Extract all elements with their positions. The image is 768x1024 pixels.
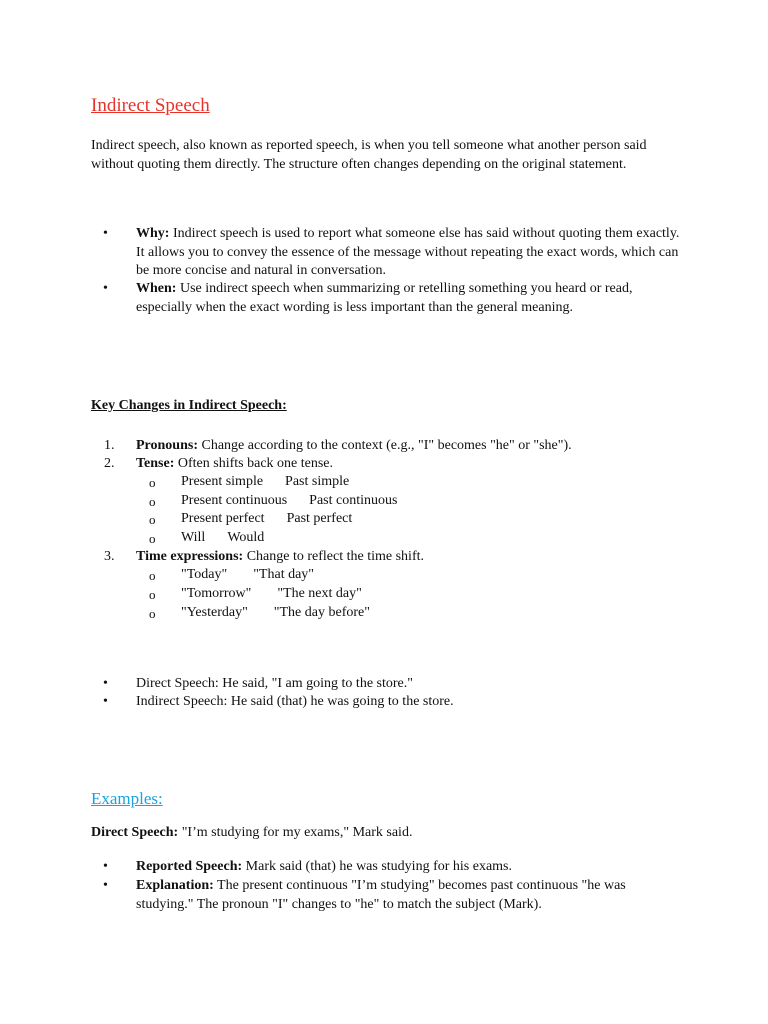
tense-pair	[181, 473, 349, 492]
time-pair	[181, 585, 362, 604]
time-from: "Yesterday"	[181, 605, 248, 620]
list-number: 3.	[104, 549, 115, 564]
bullet-glyph: •	[103, 859, 108, 874]
tense-from: Present continuous	[181, 493, 288, 508]
tense-to: Past perfect	[286, 511, 353, 526]
tense-pair	[181, 510, 352, 529]
reported-label: Reported Speech:	[136, 859, 243, 874]
tense-from: Present simple	[181, 474, 264, 489]
when-text: Use indirect speech when summarizing or retelling something you heard or read, especially when the exact wording is less important than the general meaning.	[136, 281, 633, 315]
explanation-text: The present continuous "I’m studying" becomes past continuous "he was studying." The pronoun "I" changes to "he" to match the subject (Mark).	[136, 878, 626, 912]
time-pair	[181, 566, 314, 585]
tense-to: Would	[227, 530, 265, 545]
list-item-tense	[136, 455, 333, 474]
sub-bullet-glyph: o	[149, 606, 156, 621]
list-number: 1.	[104, 438, 115, 453]
list-item-direct-speech: Direct Speech: He said, "I am going to the store."	[136, 676, 413, 691]
tense-from: Will	[181, 530, 206, 545]
intro-paragraph: Indirect speech, also known as reported speech, is when you tell someone what another person said without quoting them directly. The structure often changes depending on the original statement.	[91, 138, 647, 172]
list-item-pronouns	[136, 437, 572, 456]
tense-label: Tense:	[136, 456, 175, 471]
list-item-why	[136, 225, 684, 281]
why-label: Why:	[136, 226, 170, 241]
sub-bullet-glyph: o	[149, 475, 156, 490]
bullet-glyph: •	[103, 226, 108, 241]
list-number: 2.	[104, 456, 115, 471]
tense-to: Past simple	[285, 474, 350, 489]
when-label: When:	[136, 281, 177, 296]
list-item-reported-speech	[136, 858, 512, 877]
bullet-glyph: •	[103, 676, 108, 691]
sub-bullet-glyph: o	[149, 494, 156, 509]
bullet-glyph: •	[103, 281, 108, 296]
sub-bullet-glyph: o	[149, 531, 156, 546]
tense-text: Often shifts back one tense.	[174, 456, 334, 471]
explanation-label: Explanation:	[136, 878, 214, 893]
examples-heading: Examples:	[91, 789, 163, 808]
time-to: "The day before"	[273, 605, 370, 620]
why-text: Indirect speech is used to report what someone else has said without quoting them exactly. It allows you to convey the essence of the message without repeating the exact words, which can be more concise and natural in conversation.	[136, 226, 680, 278]
bullet-glyph: •	[103, 694, 108, 709]
tense-pair	[181, 492, 397, 511]
bullet-glyph: •	[103, 878, 108, 893]
tense-from: Present perfect	[181, 511, 265, 526]
sub-bullet-glyph: o	[149, 568, 156, 583]
direct-speech-example	[91, 824, 412, 843]
tense-to: Past continuous	[309, 493, 398, 508]
time-to: "That day"	[253, 567, 315, 582]
sub-bullet-glyph: o	[149, 587, 156, 602]
key-changes-heading: Key Changes in Indirect Speech:	[91, 398, 287, 413]
list-item-time-expressions	[136, 548, 424, 567]
page-title: Indirect Speech	[91, 95, 210, 116]
list-item-indirect-speech: Indirect Speech: He said (that) he was going to the store.	[136, 694, 454, 709]
time-pair	[181, 604, 370, 623]
list-item-when	[136, 280, 684, 317]
list-item-explanation	[136, 877, 684, 914]
time-text: Change to reflect the time shift.	[243, 549, 424, 564]
tense-pair	[181, 529, 264, 548]
time-from: "Today"	[181, 567, 228, 582]
pronouns-text: Change according to the context (e.g., "I" becomes "he" or "she").	[197, 438, 572, 453]
time-label: Time expressions:	[136, 549, 244, 564]
pronouns-label: Pronouns:	[136, 438, 198, 453]
direct-text: "I’m studying for my exams," Mark said.	[178, 825, 413, 840]
sub-bullet-glyph: o	[149, 512, 156, 527]
time-to: "The next day"	[277, 586, 362, 601]
direct-label: Direct Speech:	[91, 825, 179, 840]
time-from: "Tomorrow"	[181, 586, 252, 601]
reported-text: Mark said (that) he was studying for his exams.	[242, 859, 512, 874]
